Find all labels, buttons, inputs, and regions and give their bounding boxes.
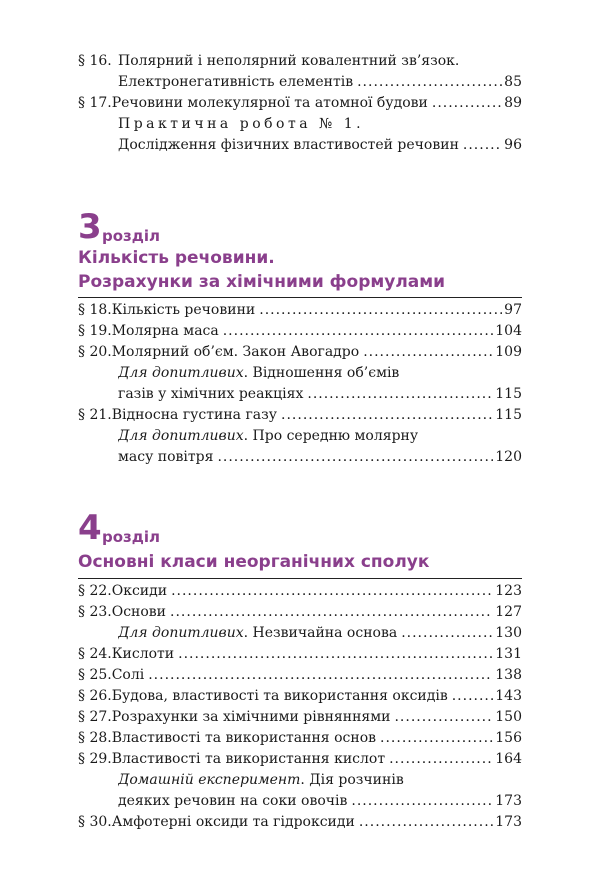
toc-entry-20 [78,343,522,362]
toc-entry-30 [78,813,522,832]
leader-dots [380,729,493,748]
entry-title: Основи [111,604,167,620]
chapter-3-title-line2: Розрахунки за хімічними формулами [78,272,446,292]
leader-dots [357,73,502,92]
entry-title: Солі [111,667,145,683]
section-number: § 25. [78,667,112,683]
chapter-4-title: Основні класи неорганічних сполук [78,552,430,572]
page-number: 97 [504,302,522,318]
toc-entry-16 [78,52,522,71]
toc-entry-18 [78,301,522,320]
extra-label: Для допитливих [118,625,244,641]
page-number: 173 [495,793,522,809]
toc-extra-23 [118,624,522,643]
leader-dots [223,322,494,341]
entry-title: Розрахунки за хімічними рівняннями [111,709,391,725]
entry-title: Молярна маса [111,323,219,339]
toc-extra-29 [118,771,522,790]
entry-title: Властивості та використання основ [111,730,377,746]
leader-dots [170,603,493,622]
page-number: 123 [495,583,522,599]
entry-title: . Відношення об’ємів [243,365,400,381]
entry-title: Властивості та використання кислот [111,751,386,767]
page-number: 115 [495,407,522,423]
chapter-3-number: 3 [78,207,102,247]
leader-dots [178,645,493,664]
page-number: 109 [495,344,522,360]
entry-title: деяких речовин на соки овочів [118,793,348,809]
section-number: § 20. [78,344,112,360]
entry-title: Дослідження фізичних властивостей речовин [118,137,459,153]
toc-entry-16-cont [118,73,522,92]
entry-title: газів у хімічних реакціях [118,386,304,402]
leader-dots [389,750,493,769]
chapter-4-divider [78,578,522,579]
page-number: 115 [495,386,522,402]
page-number: 130 [495,625,522,641]
section-number: § 19. [78,323,112,339]
page-number: 131 [495,646,522,662]
section-number: § 21. [78,407,112,423]
page-number: 89 [504,95,522,111]
page-number: 173 [495,814,522,830]
leader-dots [217,448,493,467]
leader-dots [359,813,493,832]
section-number: § 30. [78,814,112,830]
entry-title: . Дія розчинів [300,772,404,788]
practical-work-entry [118,136,522,155]
leader-dots [148,666,493,685]
page-number: 85 [504,74,522,90]
entry-title: . Незвичайна основа [243,625,398,641]
toc-entry-25 [78,666,522,685]
toc-entry-28 [78,729,522,748]
page-number: 156 [495,730,522,746]
toc-extra-20 [118,364,522,383]
section-number: § 27. [78,709,112,725]
section-number: § 16. [78,53,112,69]
extra-label: Домашній експеримент [118,772,301,788]
toc-entry-22 [78,582,522,601]
toc-extra-21-cont [118,448,522,467]
leader-dots [281,406,493,425]
chapter-4-word: розділ [102,528,161,546]
entry-title: Оксиди [111,583,168,599]
leader-dots [259,301,502,320]
practical-work-heading [118,115,522,134]
leader-dots [432,94,502,113]
entry-title: Молярний об’єм. Закон Авогадро [111,344,360,360]
section-number: § 17. [78,95,112,111]
entry-title: Практична робота № 1. [118,116,365,132]
leader-dots [401,624,493,643]
extra-label: Для допитливих [118,428,244,444]
entry-title: Електронегативність елементів [118,74,354,90]
leader-dots [463,136,502,155]
section-number: § 22. [78,583,112,599]
entry-title: . Про середню молярну [243,428,419,444]
section-number: § 29. [78,751,112,767]
chapter-3-divider [78,297,522,298]
chapter-3-title-line1: Кількість речовини. [78,248,275,268]
section-number: § 23. [78,604,112,620]
section-number: § 24. [78,646,112,662]
leader-dots [394,708,493,727]
toc-extra-21 [118,427,522,446]
toc-entry-19 [78,322,522,341]
toc-entry-26 [78,687,522,706]
entry-title: Полярний і неполярний ковалентний зв’язок. [118,53,460,69]
leader-dots [452,687,494,706]
section-number: § 26. [78,688,112,704]
entry-title: Амфотерні оксиди та гідроксиди [111,814,355,830]
leader-dots [307,385,493,404]
page-number: 127 [495,604,522,620]
page-number: 143 [495,688,522,704]
page-number: 138 [495,667,522,683]
leader-dots [171,582,493,601]
extra-label: Для допитливих [118,365,244,381]
toc-entry-24 [78,645,522,664]
page-number: 120 [495,449,522,465]
toc-extra-20-cont [118,385,522,404]
page-number: 164 [495,751,522,767]
entry-title: Кислоти [111,646,175,662]
page-number: 96 [504,137,522,153]
entry-title: Кількість речовини [111,302,256,318]
entry-title: Відносна густина газу [111,407,278,423]
entry-title: Речовини молекулярної та атомної будови [111,95,428,111]
entry-title: масу повітря [118,449,214,465]
section-number: § 28. [78,730,112,746]
toc-entry-27 [78,708,522,727]
toc-entry-21 [78,406,522,425]
page-number: 150 [495,709,522,725]
toc-entry-23 [78,603,522,622]
entry-title: Будова, властивості та використання оксидів [111,688,448,704]
toc-extra-29-cont [118,792,522,811]
leader-dots [363,343,493,362]
chapter-3-word: розділ [102,227,161,245]
toc-entry-17 [78,94,522,113]
leader-dots [351,792,493,811]
page-number: 104 [495,323,522,339]
section-number: § 18. [78,302,112,318]
chapter-4-number: 4 [78,508,102,548]
toc-entry-29 [78,750,522,769]
